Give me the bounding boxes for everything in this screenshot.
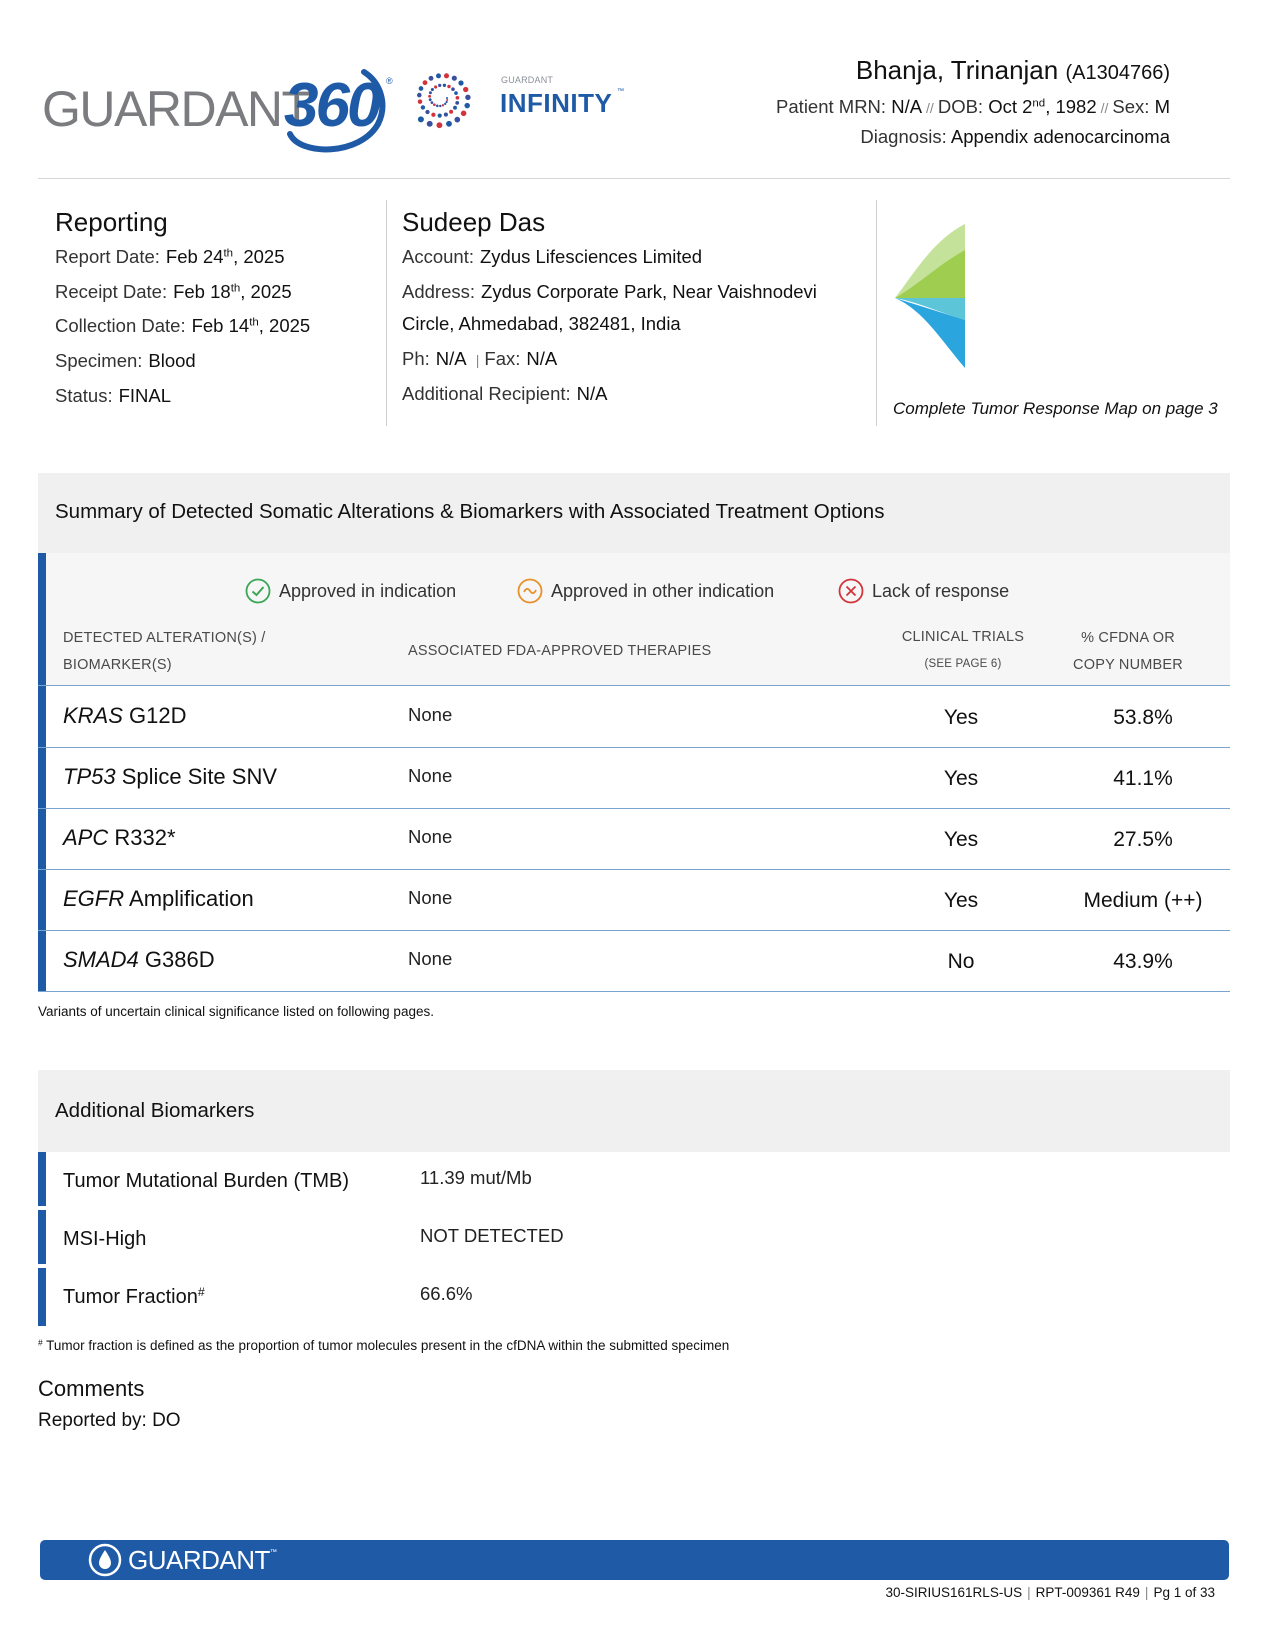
clinical-trials: No	[947, 950, 975, 973]
spiral-dot	[456, 96, 460, 100]
clinical-trials: Yes	[943, 828, 979, 851]
alteration: EGFR Amplification	[63, 886, 254, 911]
footer-reference: 30-SIRIUS161RLS-US | RPT-009361 R49 | Pg 1 of 33	[885, 1585, 1215, 1600]
cfdna-value: 43.9%	[1113, 950, 1173, 973]
biomarker-row-tumor-fraction: Tumor Fraction# 66.6%	[63, 1283, 473, 1308]
column-divider	[876, 200, 877, 426]
patient-demographics: Patient MRN: N/A // DOB: Oct 2nd, 1982 // Sex: M	[776, 96, 1170, 117]
spiral-dot	[429, 76, 434, 81]
spiral-dot	[436, 122, 442, 128]
spiral-dot	[453, 106, 457, 110]
diagnosis: Diagnosis: Appendix adenocarcinoma	[860, 126, 1170, 147]
legend-lack-of-response: Lack of response	[838, 578, 1009, 604]
spiral-dot	[446, 99, 448, 101]
droplet-icon	[88, 1543, 122, 1577]
spiral-dot	[444, 73, 449, 78]
guardant-footer-logo: GUARDANT ™	[88, 1543, 277, 1577]
clinical-trials: Yes	[943, 767, 979, 790]
diagnosis-value: Appendix adenocarcinoma	[950, 126, 1170, 147]
spiral-dot	[449, 110, 453, 114]
cfdna-value: 41.1%	[1113, 767, 1173, 790]
alteration: SMAD4 G386D	[63, 947, 215, 972]
specimen: Specimen: Blood	[55, 350, 196, 371]
spiral-dot	[421, 105, 425, 109]
spiral-dot	[427, 121, 433, 127]
spiral-dot	[431, 101, 434, 104]
patient-name: Bhanja, Trinanjan (A1304766)	[855, 55, 1170, 85]
col-header-therapies: ASSOCIATED FDA-APPROVED THERAPIES	[408, 643, 712, 659]
patient-id: (A1304766)	[1065, 62, 1170, 84]
spiral-dot	[464, 103, 470, 109]
summary-title: Summary of Detected Somatic Alterations & Biomarkers with Associated Treatment Options	[55, 500, 885, 523]
therapies: None	[408, 765, 453, 786]
tumor-response-map-thumbnail[interactable]	[893, 220, 973, 370]
col-header-cfdna: % CFDNA OR COPY NUMBER	[1073, 630, 1183, 673]
spiral-dot	[444, 113, 448, 117]
cfdna-value: 27.5%	[1113, 828, 1173, 851]
therapies: None	[408, 887, 453, 908]
spiral-dot	[444, 103, 446, 105]
registered-mark: ®	[386, 76, 393, 86]
vus-note: Variants of uncertain clinical significance listed on following pages.	[38, 1004, 434, 1019]
header-divider	[38, 178, 1230, 179]
additional-recipient: Additional Recipient: N/A	[402, 383, 608, 404]
spiral-dot	[446, 101, 448, 103]
table-row	[38, 869, 1230, 931]
spiral-dot	[419, 86, 424, 91]
spiral-dot	[433, 103, 436, 106]
therapies: None	[408, 704, 453, 725]
x-circle-icon	[838, 578, 864, 604]
column-divider	[386, 200, 387, 426]
mrn-value: N/A	[891, 96, 923, 117]
table-row	[38, 747, 1230, 809]
spiral-dot	[431, 113, 435, 117]
report-status: Status: FINAL	[55, 385, 172, 406]
cfdna-value: 53.8%	[1113, 706, 1173, 729]
spiral-dot	[463, 87, 468, 92]
clinical-trials: Yes	[943, 706, 979, 729]
alteration: KRAS G12D	[63, 703, 187, 728]
table-row	[38, 808, 1230, 870]
spiral-dot	[425, 110, 429, 114]
spiral-dot	[436, 73, 441, 78]
alteration: TP53 Splice Site SNV	[63, 764, 278, 789]
biomarker-row-tmb: Tumor Mutational Burden (TMB) 11.39 mut/Mb	[63, 1167, 532, 1192]
report-date: Report Date: Feb 24th, 2025	[55, 246, 285, 267]
spiral-dot	[423, 80, 428, 85]
guardant-infinity-logo: GUARDANT INFINITY ™	[405, 66, 625, 132]
dot-spiral-icon	[405, 66, 485, 130]
spiral-dot	[447, 85, 450, 88]
spiral-dot	[418, 116, 424, 122]
spiral-dot	[454, 117, 460, 123]
tilde-circle-icon	[517, 578, 543, 604]
sex-value: M	[1154, 96, 1170, 117]
account: Account: Zydus Lifesciences Limited	[402, 246, 703, 267]
col-header-alteration: DETECTED ALTERATION(S) / BIOMARKER(S)	[63, 630, 266, 673]
spiral-dot	[461, 111, 467, 117]
legend-approved: Approved in indication	[245, 578, 456, 604]
spiral-dot	[428, 95, 431, 98]
phone-fax: Ph: N/A | Fax: N/A	[402, 348, 558, 369]
spiral-dot	[442, 104, 444, 106]
spiral-dot	[446, 97, 448, 99]
spiral-dot	[455, 101, 459, 105]
spiral-dot	[465, 95, 470, 100]
address: Address: Zydus Corporate Park, Near Vaishnodevi	[402, 281, 817, 302]
spiral-dot	[429, 91, 432, 94]
col-header-trials: CLINICAL TRIALS (SEE PAGE 6)	[901, 629, 1025, 670]
page-number: Pg 1 of 33	[1153, 1585, 1215, 1600]
tumor-fraction-footnote: # Tumor fraction is defined as the proportion of tumor molecules present in the cfDNA within the submitted specimen	[38, 1337, 730, 1353]
spiral-dot	[458, 80, 463, 85]
additional-biomarkers-title: Additional Biomarkers	[55, 1099, 255, 1122]
therapies: None	[408, 826, 453, 847]
spiral-dot	[438, 84, 441, 87]
spiral-dot	[443, 84, 446, 87]
spiral-dot	[417, 93, 422, 98]
response-map-caption[interactable]: Complete Tumor Response Map on page 3	[893, 399, 1218, 418]
spiral-dot	[434, 85, 437, 88]
spiral-dot	[451, 87, 455, 91]
spiral-dot	[429, 98, 432, 101]
receipt-date: Receipt Date: Feb 18th, 2025	[55, 281, 292, 302]
table-row	[38, 685, 1230, 748]
spiral-dot	[431, 88, 434, 91]
clinical-trials: Yes	[943, 889, 979, 912]
spiral-dot	[418, 99, 423, 104]
biomarker-row-msi: MSI-High NOT DETECTED	[63, 1225, 564, 1250]
table-row	[38, 930, 1230, 992]
reported-by: Reported by: DO	[38, 1410, 181, 1431]
reporting-title: Reporting	[55, 207, 168, 237]
comments-title: Comments	[38, 1376, 145, 1401]
check-circle-icon	[245, 578, 271, 604]
spiral-dot	[452, 76, 457, 81]
dob-value: Oct 2nd, 1982	[988, 96, 1097, 117]
spiral-dot	[446, 121, 452, 127]
spiral-dot	[436, 105, 439, 108]
cfdna-value: Medium (++)	[1083, 889, 1203, 912]
legend-approved-other: Approved in other indication	[517, 578, 774, 604]
spiral-dot	[438, 114, 442, 118]
physician-name: Sudeep Das	[402, 207, 546, 237]
address-line-2: Circle, Ahmedabad, 382481, India	[402, 313, 681, 334]
spiral-dot	[439, 105, 441, 107]
spiral-dot	[454, 91, 458, 95]
alteration: APC R332*	[63, 825, 176, 850]
therapies: None	[408, 948, 453, 969]
collection-date: Collection Date: Feb 14th, 2025	[55, 315, 311, 336]
